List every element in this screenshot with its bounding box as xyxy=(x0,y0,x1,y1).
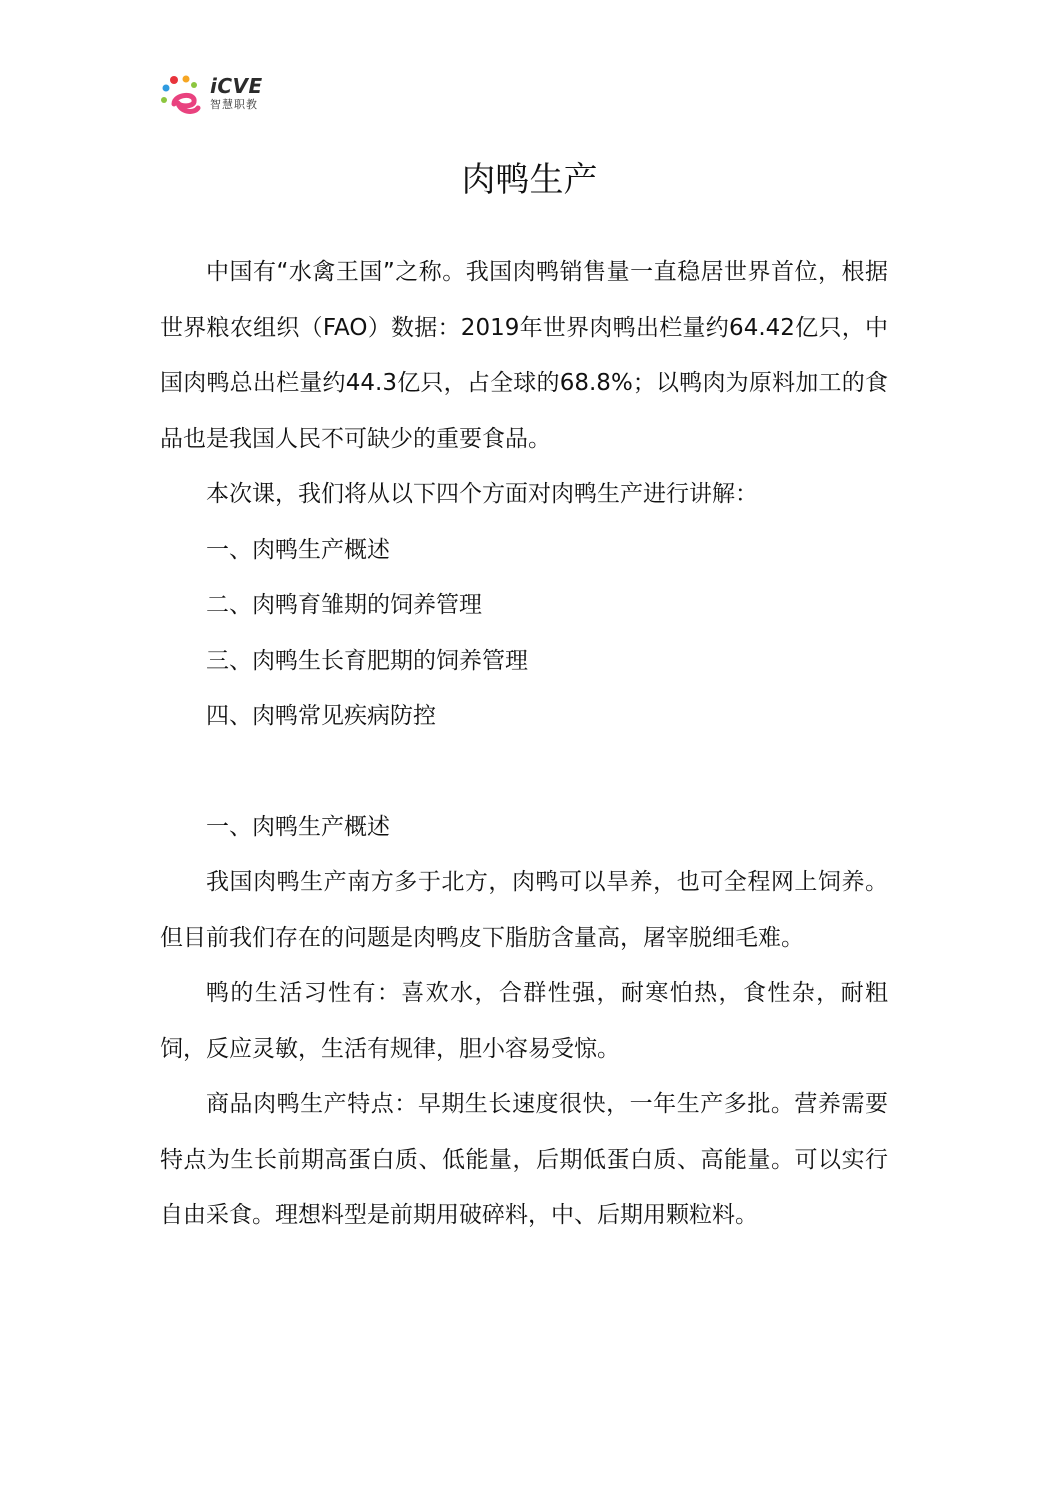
document-title: 肉鸭生产 xyxy=(461,160,598,200)
outline-item-3: 三、肉鸭生长育肥期的饲养管理 xyxy=(206,647,528,674)
outline-intro: 本次课，我们将从以下四个方面对肉鸭生产进行讲解： xyxy=(206,481,758,507)
outline-item-4: 四、肉鸭常见疾病防控 xyxy=(206,703,436,729)
icve-logo-icon xyxy=(160,74,206,118)
logo-wordmark: iCVE xyxy=(210,74,263,98)
section-1-paragraph-2: 鸭的生活习性有：喜欢水，合群性强，耐寒怕热，食性杂，耐粗饲，反应灵敏，生活有规律，胆小容易受惊。 xyxy=(160,980,888,1062)
outline-item-1: 一、肉鸭生产概述 xyxy=(206,536,390,563)
section-heading-1: 一、肉鸭生产概述 xyxy=(206,813,390,840)
section-1-paragraph-1: 我国肉鸭生产南方多于北方，肉鸭可以旱养，也可全程网上饲养。但目前我们存在的问题是肉鸭皮下脂肪含量高，屠宰脱细毛难。 xyxy=(160,869,888,951)
logo xyxy=(160,74,270,118)
outline-item-2: 二、肉鸭育雏期的饲养管理 xyxy=(206,592,482,618)
document-body xyxy=(160,245,888,1244)
section-1-paragraph-3: 商品肉鸭生产特点：早期生长速度很快，一年生产多批。营养需要特点为生长前期高蛋白质、低能量，后期低蛋白质、高能量。可以实行自由采食。理想料型是前期用破碎料，中、后期用颗粒料。 xyxy=(160,1091,888,1228)
logo-subtitle: 智慧职教 xyxy=(210,98,258,111)
intro-paragraph: 中国有“水禽王国”之称。我国肉鸭销售量一直稳居世界首位，根据世界粮农组织（FAO）数据：2019年世界肉鸭出栏量约64.42亿只，中国肉鸭总出栏量约44.3亿只，占全球的68.8%；以鸭肉为原料加工的食品也是我国人民不可缺少的重要食品。 xyxy=(160,259,888,452)
